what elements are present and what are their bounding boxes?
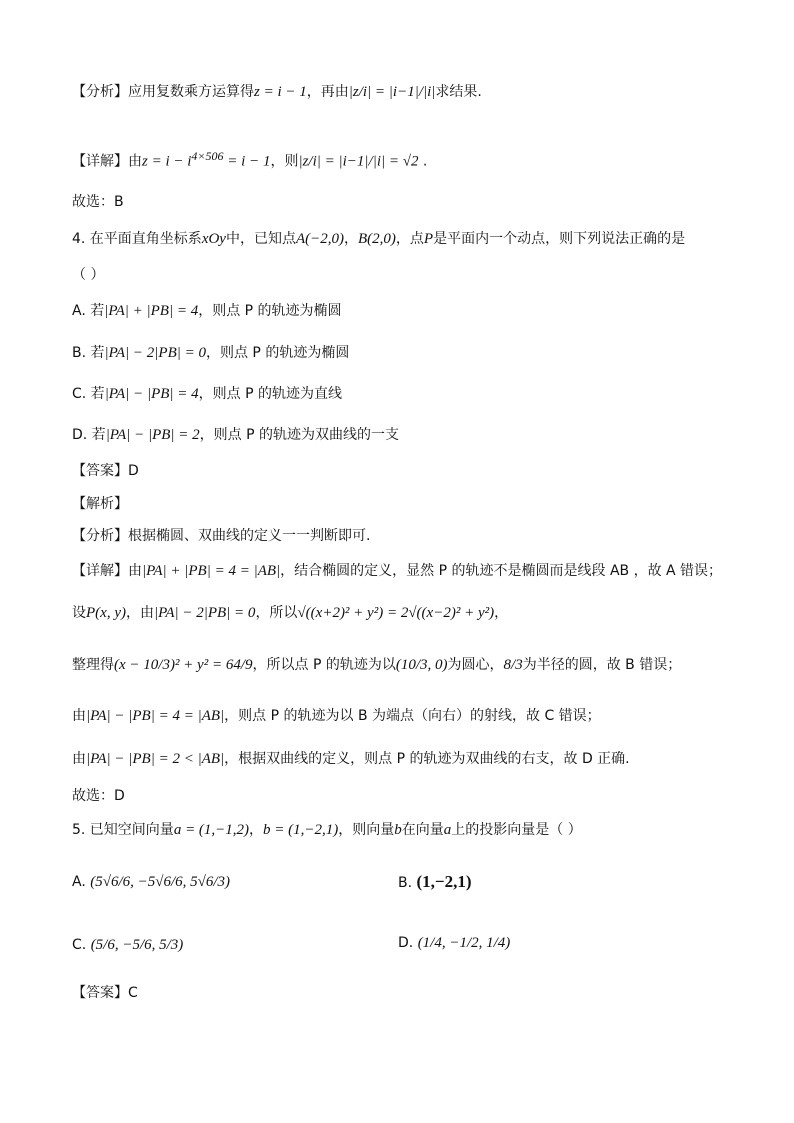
math-expr: |PA| − |PB| = 4 <box>104 386 199 402</box>
option-text: ，则点 P 的轨迹为直线 <box>198 386 342 402</box>
q4-answer: 【答案】D <box>72 463 139 479</box>
q4-option-b <box>72 343 349 363</box>
option-label: A. <box>72 874 86 890</box>
detail-text: 由 <box>128 563 142 579</box>
math-expr: B(2,0) <box>358 231 396 247</box>
q3-detail-line <box>72 146 427 172</box>
math-formula: |z/i| = |i−1|/|i| <box>348 84 436 100</box>
stem-text: 中，已知点 <box>225 231 296 247</box>
analysis-text: 求结果. <box>435 84 482 100</box>
q4-jiexi: 【解析】 <box>72 496 128 512</box>
detail-text: ， <box>494 605 509 621</box>
math-expr: (5√6/6, −5√6/6, 5√6/3) <box>90 874 231 890</box>
option-label: A. 若 <box>72 303 105 319</box>
detail-text: 设 <box>72 605 86 621</box>
option-label: C. <box>72 937 87 953</box>
math-expr: |PA| − |PB| = 2 <box>105 427 200 443</box>
math-expr: |PA| + |PB| = 4 = |AB| <box>142 563 281 579</box>
math-expr: = i − 1 <box>223 153 271 170</box>
math-formula: |z/i| = |i−1|/|i| = √2 <box>298 153 419 170</box>
q4-detail-line-2 <box>72 603 508 623</box>
math-expr: (x − 10/3)² + y² = 64/9 <box>114 657 253 673</box>
math-expr: b = (1,−2,1) <box>263 822 339 838</box>
option-label: B. <box>398 875 413 891</box>
math-expr: a = (1,−1,2) <box>173 822 250 838</box>
stem-text: ， <box>344 231 358 247</box>
detail-text: ，所以 <box>255 605 298 621</box>
analysis-tag: 【分析】 <box>72 84 128 100</box>
math-expr: A(−2,0) <box>295 231 344 247</box>
q5-answer: 【答案】C <box>72 985 138 1001</box>
q3-choice: 故选：B <box>72 194 124 210</box>
math-expr: |PA| − |PB| = 4 = |AB| <box>86 708 225 724</box>
q5-option-a <box>72 872 230 892</box>
option-label: D. 若 <box>72 427 106 443</box>
math-expr: (1/4, −1/2, 1/4) <box>417 935 511 951</box>
stem-text: ，则向量 <box>338 822 395 838</box>
q4-option-a <box>72 301 342 321</box>
math-expr: |PA| − 2|PB| = 0 <box>104 345 206 361</box>
math-expr: a <box>443 822 452 838</box>
math-expr: b <box>394 822 402 838</box>
math-exponent: 4×506 <box>191 149 224 163</box>
math-expr: |PA| + |PB| = 4 <box>104 303 199 319</box>
stem-text: 在向量 <box>401 822 444 838</box>
q4-detail-line-4 <box>72 706 601 726</box>
q4-detail-line-3 <box>72 655 681 675</box>
detail-text: ，则 <box>270 153 299 170</box>
option-label: D. <box>398 935 414 951</box>
detail-text: 为圆心， <box>447 657 504 673</box>
q4-detail-line-1 <box>72 561 722 581</box>
q4-detail-line-5 <box>72 749 630 769</box>
detail-text: 由 <box>72 708 86 724</box>
math-expr: z = i − i <box>142 153 192 170</box>
detail-tag: 【详解】 <box>72 563 128 579</box>
math-expr: xOy <box>201 231 226 247</box>
detail-text: . <box>418 153 428 170</box>
q4-choice: 故选：D <box>72 788 125 804</box>
detail-text: ，结合椭圆的定义，显然 P 的轨迹不是椭圆而是线段 AB ，故 A 错误； <box>280 563 723 579</box>
q5-option-d <box>398 935 510 952</box>
math-expr: (5/6, −5/6, 5/3) <box>90 937 184 953</box>
math-expr: 8/3 <box>503 657 523 673</box>
detail-text: 为半径的圆，故 B 错误； <box>522 657 682 673</box>
stem-text: ， <box>249 822 264 838</box>
math-expr: |PA| − 2|PB| = 0 <box>153 605 256 621</box>
detail-text: 由 <box>128 153 142 170</box>
detail-text: ，所以点 P 的轨迹为以 <box>252 657 396 673</box>
detail-text: ，由 <box>125 605 154 621</box>
math-expr: (1,−2,1) <box>416 872 472 891</box>
math-expr: √((x+2)² + y²) = 2√((x−2)² + y²) <box>297 605 495 621</box>
stem-text: 5. 已知空间向量 <box>72 822 174 838</box>
math-expr: |PA| − |PB| = 2 < |AB| <box>86 751 225 767</box>
q4-option-d <box>72 425 399 445</box>
detail-text: 由 <box>72 751 86 767</box>
detail-text: ，根据双曲线的定义，则点 P 的轨迹为双曲线的右支，故 D 正确. <box>224 751 630 767</box>
math-expr: z = i − 1 <box>254 84 307 100</box>
q4-option-c <box>72 384 342 404</box>
option-label: B. 若 <box>72 345 105 361</box>
q4-analysis: 【分析】根据椭圆、双曲线的定义一一判断即可. <box>72 528 371 544</box>
q3-analysis-line <box>72 82 482 102</box>
stem-text: 上的投影向量是（ ） <box>451 822 582 838</box>
option-text: ，则点 P 的轨迹为椭圆 <box>205 345 350 361</box>
math-expr: P <box>423 231 434 247</box>
option-label: C. 若 <box>72 386 105 402</box>
math-expr: P(x, y) <box>86 605 126 621</box>
q4-stem <box>72 229 685 249</box>
detail-tag: 【详解】 <box>72 153 128 170</box>
stem-text: 是平面内一个动点，则下列说法正确的是 <box>433 231 686 247</box>
stem-text: 4. 在平面直角坐标系 <box>72 231 202 247</box>
analysis-text: 应用复数乘方运算得 <box>128 84 254 100</box>
option-text: ，则点 P 的轨迹为椭圆 <box>198 303 342 319</box>
q4-paren: （ ） <box>72 267 105 283</box>
math-expr: (10/3, 0) <box>395 657 448 673</box>
analysis-text: ，再由 <box>306 84 349 100</box>
stem-text: ，点 <box>395 231 424 247</box>
q5-option-c <box>72 935 183 955</box>
q5-stem <box>72 820 582 840</box>
option-text: ，则点 P 的轨迹为双曲线的一支 <box>199 427 399 443</box>
detail-text: 整理得 <box>72 657 114 673</box>
detail-text: ，则点 P 的轨迹为以 B 为端点（向右）的射线，故 C 错误； <box>224 708 601 724</box>
q5-option-b <box>398 872 472 892</box>
